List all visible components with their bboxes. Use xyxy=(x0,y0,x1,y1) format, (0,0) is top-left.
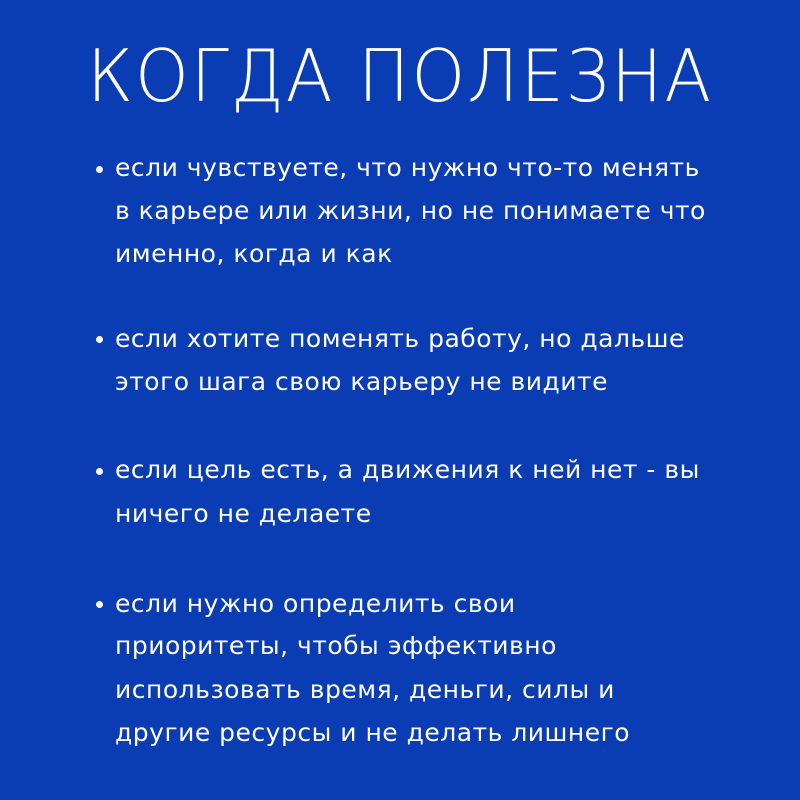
list-item-line: если нужно определить свои xyxy=(115,589,516,618)
list-item-line: если хотите поменять работу, но дальше xyxy=(115,324,685,353)
list-item-line: если чувствуете, что нужно что-то менять xyxy=(115,153,700,182)
bullet-dot-icon xyxy=(96,166,103,173)
bullet-dot-icon xyxy=(96,601,103,608)
list-item-line: в карьере или жизни, но не понимаете что xyxy=(115,196,706,225)
bullet-dot-icon xyxy=(96,336,103,343)
list-item-line: ничего не делаете xyxy=(115,499,372,528)
list-item-line: другие ресурсы и не делать лишнего xyxy=(115,718,631,747)
list-item-line: этого шага свою карьеру не видите xyxy=(115,367,608,396)
page-title: КОГДА ПОЛЕЗНА xyxy=(86,34,714,118)
list-item-line: приоритеты, чтобы эффективно xyxy=(115,631,557,660)
list-item-line: использовать время, деньги, силы и xyxy=(115,675,615,704)
list-item-line: именно, когда и как xyxy=(115,239,393,268)
list-item-line: если цель есть, а движения к ней нет - вы xyxy=(115,455,700,484)
bullet-dot-icon xyxy=(96,468,103,475)
